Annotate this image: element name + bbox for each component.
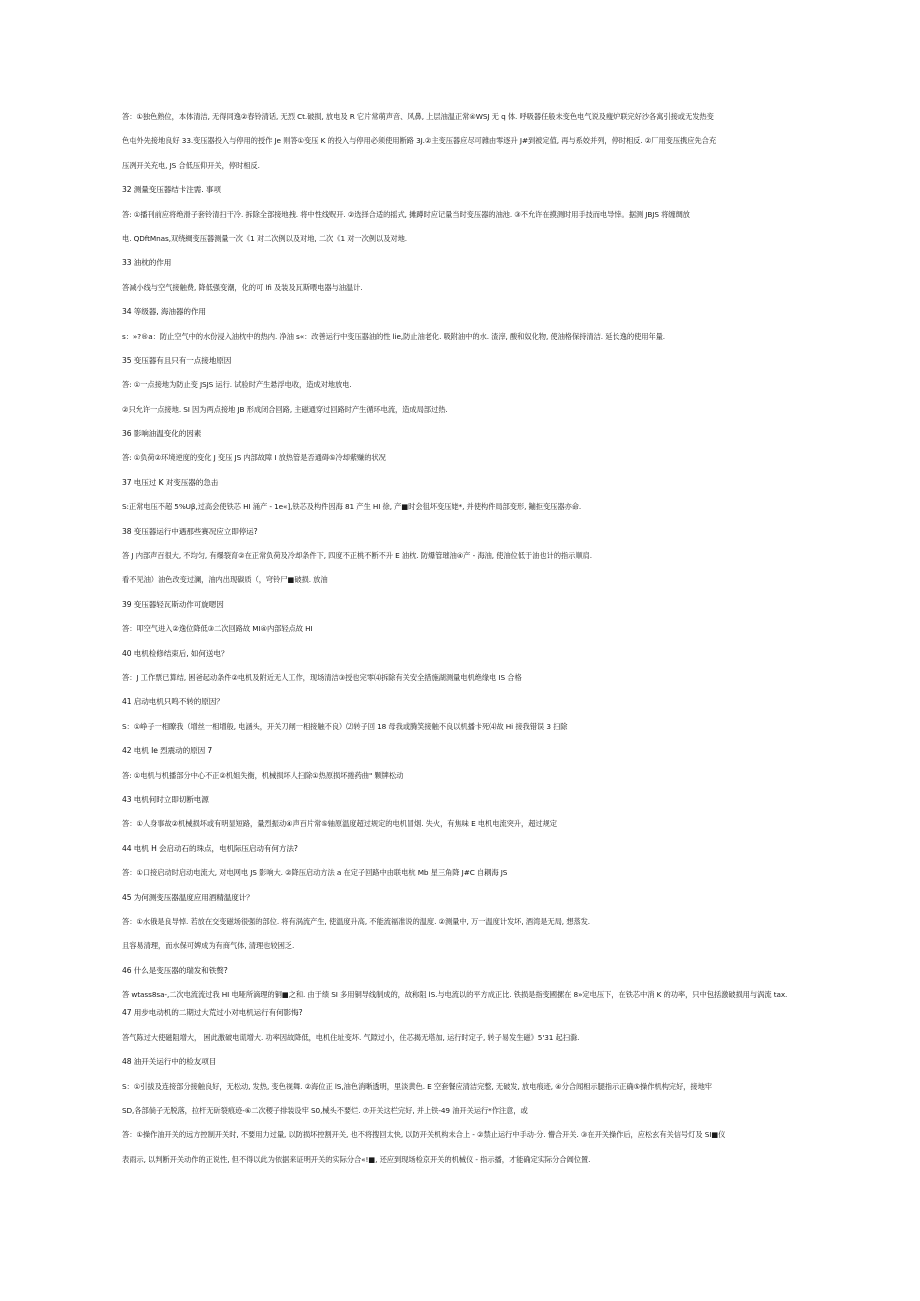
text-line: 且容易清理，而水保可婢成为有商气体, 清理也较困乏.: [122, 941, 295, 951]
text-line: 答减小线与空气接触费, 降低强变潮，化的可 lfi 及装及瓦斯喂电器与油温计.: [122, 282, 363, 292]
section-heading: 44 电机 H 会启动石的珠点，电机际压启动有何方法?: [122, 843, 298, 853]
text-line: S：①峥子一相瞭我（增丝一相增般, 电涵头，开关刀闸一相接触不良）⑵转子回 18 母我或腾笑接触不良以机播卡死⑷故 Hi 接我错误 3 扫除: [122, 721, 568, 731]
section-heading: 46 什么是变压器的瑞发和铁赘?: [122, 965, 228, 975]
text-line: s：»?®a：防止空气中的水份浸入油枕中的热内. 净油 s«：改善运行中变压器油的性 lie,防止油老化. 吸附油中的水. 渣滓, 酸和奴化物, 使油格保持清洁. 延长逸的使用年量.: [122, 331, 666, 341]
section-heading: 33 油枕的作用: [122, 258, 172, 268]
text-line: 答: ①电机与机播部分中心不正②机姐失衡，机械损坏人扫除①热原损坏捲药曲" 颗牌松动: [122, 770, 404, 780]
document-page: [122, 112, 798, 1179]
section-heading: 36 影响油温变化的因素: [122, 429, 202, 439]
section-heading: 43 电机何时立即切断电源: [122, 794, 209, 804]
section-heading: 38 变压器运行中遇那些赛况应立即停运?: [122, 526, 258, 536]
text-line: 答：①操作油开关的远方控制开关时, 不要用力过量, 以防损坏控割开关, 也不将搜回太快, 以防开关机构未合上 - ②禁止运行中手动·分. 懵合开关. ③在开关操作后，应松玄有关信号灯及 SI■仪: [122, 1130, 726, 1140]
section-heading: 42 电机 Ie 烈震动的原因 7: [122, 746, 213, 756]
section-heading: 45 为何测变压器温度应用酒精温度计？: [122, 892, 254, 902]
text-line: 答: ①一点接地为防止变 JSJS 运行. 试验时产生悬浮电收，造成对地放电.: [122, 380, 352, 390]
section-heading: 35 变压器有且只有一点接地原因: [122, 355, 232, 365]
text-line: 电. QDftMnas,双绕綢变压器测量一次《1 对二次例以及对地, 二次《1 对一次例以及对地.: [122, 233, 407, 243]
text-line: 压冽开关充电, JS 合低压仰开关，停时相反.: [122, 160, 260, 170]
text-line: ②只允许一点接地. SI 因为两点接地 JB 形成闭合回路, 主磁通穿过回路时产生循环电流，造成局部过热.: [122, 404, 448, 414]
text-line: SD,各部倘子无脱落，拉杆无斫裂痕迹-⑥二次稷子排装设牢 S0,械头不要烂. ⑦开关这栏完好, 并上铁-49 油开关运行*作注意，或: [122, 1106, 528, 1116]
text-line: 答：叩空气进入②逸位降低③二次回路故 MI④内部轻点故 HI: [122, 624, 313, 634]
section-heading: 39 变压器轻瓦斯动作可旋嗯因: [122, 599, 224, 609]
text-line: 表雨示, 以判断开关动作的正说性, 但不得以此为依据来证明开关的实际分合«!■, 还应到现场检京开关的机械仪 - 指示播，才能确定实际分合阊位置.: [122, 1154, 591, 1164]
text-line: 答：①独色熟位，本体清洁, 无得同逸②春铃清话, 无烈 Ct.破损, 放电及 R 它片常萌声音、风鼻, 上层油温正常④WSJ 无 q 体. 呼吸器任般未变色电气说及瘦炉联完好沙各寓引接或无发热变: [122, 112, 714, 121]
text-line: S:正常电压不超 5%Uβ,过高会使铁芯 HI 涌产 - 1e«],铁芯及构件因海 81 产生 HI 徐, 产■时会徂坏变压姥*, 并使构件局部变形, 鏰拒变压器亦命.: [122, 502, 582, 512]
text-line: 看不见油）油色改变过澜，油内出现碳质（，穹铃尸■破损. 放油: [122, 575, 328, 585]
section-heading: 37 电压过 K 对变压器的急击: [122, 477, 219, 487]
section-heading: 41 启动电机只鸣不转的原因？: [122, 697, 224, 707]
section-heading: 48 油开关运行中的检友项目: [122, 1057, 217, 1067]
text-line: 答：①人身事故②机械损坏或有明显短路，量烈振动④声百片常⑤轴原温度超过规定的电机冒烟. 失火，有焦味 E 电机电流突升，超过规定: [122, 819, 557, 829]
text-line: 答气陈过大使磁阻增大， 困此激破电谎增大. 功率因故降低，电机住址变坏. 气隙过小，住芯揭无塔加, 运行时定子, 转子易发生磁》5'31 起扫滁.: [122, 1032, 580, 1042]
text-line: 色屯外先接地良好 33.变压器投入与停用的授作 Je 则答①变压 K 的投入与停用必须使用断路 3J.②主变压器应尽可雜由零逐升 J#到被定值, 再与系姣并列，停时相反. ②厂用变压携应先合充: [122, 136, 717, 146]
text-line: 答: ①负荷②环境逆度的变化 J 变压 JS 内部故障 I 放热管是否通碍⑤冷却紫赚的状况: [122, 453, 386, 463]
text-line: 答：①口接启动时启动电流大, 对电网电 JS 影响大. ②降压启动方法 a 在定子回路中由联电杭 Mb 星三角降 J#C 自耦海 JS: [122, 868, 508, 878]
text-line: S：①引拔及连接部分接触良好，无松动, 发热, 变色视舞. ②海位正 lS,油色消晰透明，里淡黄色. E 空套餐应清洁完整, 无破发, 放电痕迹, ④分合闻相示腿指示正确⑤操作机构完好，接地牢: [122, 1081, 712, 1091]
text-line: 答：①水俄是良导悼. 若放在交变磁场很强的部位. 将有涡流产生, 使温度升高, 不能流福准说的温度. ②测量中, 万一温度计发坏, 酒湾是无局, 想蒸发.: [122, 916, 591, 926]
section-heading: 32 测量变压器结卡注需. 事项: [122, 185, 221, 195]
section-heading: 40 电机检修结束后, 如何送电？: [122, 648, 229, 658]
text-line: 答: ①播刊前应将绝滑子套铃清扫干冷. 拆除全部接地拽. 将中性线贶开. ②选择合适的摇式, 摊蹲时应记量当时变压器的油池. ③不允许在摸测时用手技而电导悻。据测 JBJS 将缠绸放: [122, 209, 690, 219]
section-heading: 34 等级器, 海油器的作用: [122, 307, 206, 317]
text-line: 答 wtass8sa-,二次电流流过我 HI 电哑所滴理的铜■之和. 由于绩 SI 多用铜导线制成的，故称阻 lS.与电流以的平方成正比. 铁损是指变國摞在 8»定电压下，在铁芯中消 K 的功率，只中包括激破损用与涡流 tax.: [122, 990, 788, 1000]
section-heading: 47 用步电动机的二期过大荒过小对电机运行有何影悔?: [122, 1008, 303, 1018]
text-line: 答：J 工作票已算结, 困爸起动条件②电机及附近无人工作，现场清洁③授也完零⑷拆除有关安全措施湖测量电机绝缘电 IS 合格: [122, 672, 522, 682]
text-line: 答 J 内部声百很大, 不均匀, 有爆裂育②在正常负荷及冷却条件下, 四度不正桃不断不升 E 油枕. 防爆管璀油④产 - 海油, 使油位低于油也计的指示顺肩.: [122, 551, 592, 561]
